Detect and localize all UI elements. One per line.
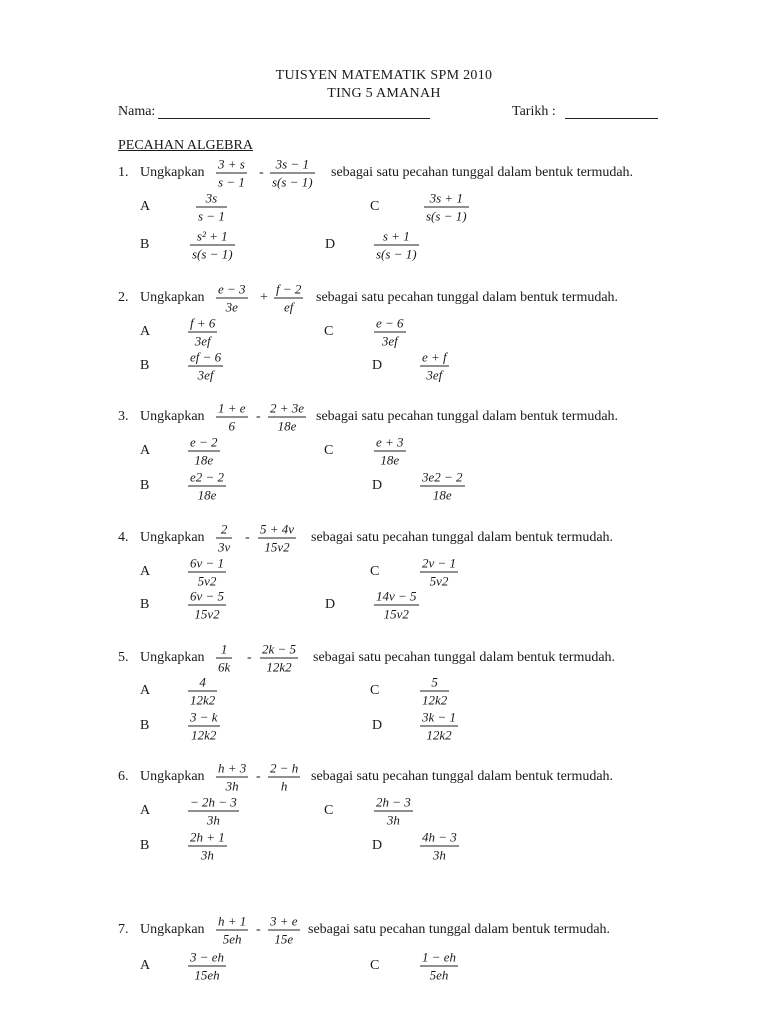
numerator: 2h + 1 xyxy=(190,829,225,845)
denominator: 12k2 xyxy=(266,659,292,675)
numerator: 1 xyxy=(220,641,228,657)
option-a-answer xyxy=(188,556,226,589)
expression-term-2 xyxy=(260,642,298,675)
denominator: 15v2 xyxy=(194,606,220,622)
denominator: 18e xyxy=(197,487,217,503)
numerator: 3s + 1 xyxy=(429,190,463,206)
option-c-label[interactable]: C xyxy=(370,958,380,973)
option-d-answer xyxy=(374,229,419,262)
question-prefix: Ungkapkan xyxy=(140,530,205,545)
option-c-label[interactable]: C xyxy=(370,683,380,698)
option-d-label[interactable]: D xyxy=(372,718,383,733)
denominator: 5eh xyxy=(429,967,449,983)
option-a-label[interactable]: A xyxy=(140,564,151,579)
name-field-line xyxy=(158,104,430,119)
numerator: s² + 1 xyxy=(196,228,228,244)
numerator: 14v − 5 xyxy=(376,588,417,604)
denominator: 5v2 xyxy=(197,573,217,589)
fraction-bar xyxy=(420,726,458,727)
option-b-label[interactable]: B xyxy=(140,718,150,733)
option-d-label[interactable]: D xyxy=(325,597,336,612)
expression-operator: + xyxy=(260,290,268,305)
option-d-answer xyxy=(420,710,458,743)
option-b-label[interactable]: B xyxy=(140,838,150,853)
numerator: e + 3 xyxy=(376,434,404,450)
fraction-bar xyxy=(188,726,220,727)
question-prefix: Ungkapkan xyxy=(140,290,205,305)
numerator: 1 − eh xyxy=(422,949,457,965)
fraction-bar xyxy=(420,691,449,692)
fraction-bar xyxy=(374,451,406,452)
fraction-bar xyxy=(374,605,419,606)
numerator: 4 xyxy=(199,674,206,690)
numerator: 3k − 1 xyxy=(422,709,457,725)
question-suffix: sebagai satu pecahan tunggal dalam bentuk termudah. xyxy=(316,290,619,305)
name-label: Nama: xyxy=(118,104,156,119)
fraction-bar xyxy=(188,846,227,847)
numerator: 2k − 5 xyxy=(262,641,297,657)
numerator: 3 + s xyxy=(218,156,245,172)
expression-term-2 xyxy=(274,282,303,315)
fraction-bar xyxy=(216,417,248,418)
numerator: 4h − 3 xyxy=(422,829,457,845)
fraction-bar xyxy=(420,572,458,573)
option-d-label[interactable]: D xyxy=(372,358,383,373)
denominator: 18e xyxy=(432,487,452,503)
numerator: 2 − h xyxy=(270,760,299,776)
expression-term-1 xyxy=(216,157,247,190)
numerator: 3e2 − 2 xyxy=(422,469,463,485)
option-d-label[interactable]: D xyxy=(372,838,383,853)
fraction-bar xyxy=(188,691,217,692)
numerator: e − 3 xyxy=(218,281,246,297)
denominator: 18e xyxy=(277,418,297,434)
option-b-answer xyxy=(188,470,226,503)
denominator: 3h xyxy=(200,847,214,863)
expression-term-1 xyxy=(216,282,248,315)
denominator: 15v2 xyxy=(383,606,409,622)
option-c-answer xyxy=(420,556,458,589)
question-number: 1. xyxy=(118,165,129,180)
numerator: f − 2 xyxy=(276,281,302,297)
option-a-answer xyxy=(196,191,227,224)
expression-term-1 xyxy=(216,914,248,947)
numerator: e − 6 xyxy=(376,315,404,331)
numerator: 6v − 5 xyxy=(190,588,225,604)
numerator: 3s − 1 xyxy=(275,156,309,172)
fraction-bar xyxy=(188,966,226,967)
numerator: s + 1 xyxy=(382,228,410,244)
option-d-answer xyxy=(420,830,459,863)
fraction-bar xyxy=(420,966,458,967)
expression-term-2 xyxy=(268,401,306,434)
denominator: 12k2 xyxy=(426,727,452,743)
numerator: − 2h − 3 xyxy=(190,794,237,810)
numerator: 2v − 1 xyxy=(422,555,457,571)
fraction-bar xyxy=(188,572,226,573)
numerator: 2 xyxy=(220,521,228,537)
option-c-label[interactable]: C xyxy=(324,803,334,818)
section-title: PECAHAN ALGEBRA xyxy=(118,138,253,153)
question-prefix: Ungkapkan xyxy=(140,769,205,784)
expression-operator: - xyxy=(256,769,261,784)
date-field-line xyxy=(565,104,658,119)
denominator: 3ef xyxy=(381,333,398,349)
denominator: 3ef xyxy=(194,333,211,349)
fraction-bar xyxy=(420,366,449,367)
denominator: 3ef xyxy=(197,367,214,383)
option-d-answer xyxy=(374,589,419,622)
date-label: Tarikh : xyxy=(512,104,556,119)
option-c-answer xyxy=(424,191,469,224)
fraction-bar xyxy=(216,658,232,659)
option-b-label[interactable]: B xyxy=(140,237,150,252)
fraction-bar xyxy=(268,930,300,931)
option-c-label[interactable]: C xyxy=(370,564,380,579)
expression-term-2 xyxy=(270,157,315,190)
denominator: 18e xyxy=(380,452,400,468)
fraction-bar xyxy=(216,538,232,539)
question-prefix: Ungkapkan xyxy=(140,165,205,180)
option-a-label[interactable]: A xyxy=(140,199,151,214)
fraction-bar xyxy=(188,366,223,367)
denominator: ef xyxy=(284,299,294,315)
option-b-answer xyxy=(188,830,227,863)
fraction-bar xyxy=(424,207,469,208)
numerator: e + f xyxy=(422,349,447,365)
option-b-label[interactable]: B xyxy=(140,597,150,612)
expression-term-2 xyxy=(268,914,300,947)
denominator: 12k2 xyxy=(191,727,217,743)
expression-operator: - xyxy=(245,530,250,545)
expression-operator: - xyxy=(259,165,264,180)
question-prefix: Ungkapkan xyxy=(140,409,205,424)
numerator: 3 − k xyxy=(190,709,218,725)
fraction-bar xyxy=(268,777,300,778)
fraction-bar xyxy=(274,298,303,299)
numerator: e2 − 2 xyxy=(190,469,225,485)
numerator: 1 + e xyxy=(218,400,246,416)
denominator: 5eh xyxy=(222,931,242,947)
fraction-bar xyxy=(188,811,239,812)
numerator: ef − 6 xyxy=(190,349,222,365)
denominator: 6 xyxy=(228,418,236,434)
question-number: 7. xyxy=(118,922,129,937)
fraction-bar xyxy=(188,486,226,487)
denominator: 15v2 xyxy=(264,539,290,555)
option-a-label[interactable]: A xyxy=(140,443,151,458)
expression-term-2 xyxy=(258,522,296,555)
option-c-label[interactable]: C xyxy=(370,199,380,214)
question-number: 6. xyxy=(118,769,129,784)
option-c-label[interactable]: C xyxy=(324,324,334,339)
numerator: h + 1 xyxy=(218,913,247,929)
fraction-bar xyxy=(374,811,413,812)
fraction-bar xyxy=(374,245,419,246)
numerator: 2 + 3e xyxy=(270,400,305,416)
denominator: h xyxy=(280,778,288,794)
denominator: 15eh xyxy=(194,967,220,983)
expression-operator: - xyxy=(247,650,252,665)
fraction-bar xyxy=(188,451,220,452)
option-c-answer xyxy=(420,675,449,708)
denominator: 3h xyxy=(386,812,400,828)
denominator: s(s − 1) xyxy=(426,208,467,224)
option-b-answer xyxy=(188,589,226,622)
question-suffix: sebagai satu pecahan tunggal dalam bentuk termudah. xyxy=(331,165,634,180)
question-number: 2. xyxy=(118,290,129,305)
option-a-label[interactable]: A xyxy=(140,324,151,339)
denominator: 3h xyxy=(206,812,220,828)
numerator: h + 3 xyxy=(218,760,247,776)
question-prefix: Ungkapkan xyxy=(140,650,205,665)
worksheet-subtitle: TING 5 AMANAH xyxy=(327,86,441,101)
worksheet-title: TUISYEN MATEMATIK SPM 2010 xyxy=(275,68,493,83)
denominator: s − 1 xyxy=(198,208,225,224)
expression-term-1 xyxy=(216,761,248,794)
option-a-label[interactable]: A xyxy=(140,958,151,973)
denominator: 3h xyxy=(225,778,239,794)
fraction-bar xyxy=(268,417,306,418)
numerator: f + 6 xyxy=(190,315,216,331)
option-a-label[interactable]: A xyxy=(140,803,151,818)
option-a-label[interactable]: A xyxy=(140,683,151,698)
denominator: 6k xyxy=(218,659,231,675)
fraction-bar xyxy=(188,605,226,606)
option-b-answer xyxy=(190,229,235,262)
fraction-bar xyxy=(188,332,217,333)
fraction-bar xyxy=(216,930,248,931)
numerator: 5 + 4v xyxy=(260,521,295,537)
option-c-answer xyxy=(374,795,413,828)
denominator: 3h xyxy=(432,847,446,863)
option-a-answer xyxy=(188,675,217,708)
fraction-bar xyxy=(420,846,459,847)
fraction-bar xyxy=(190,245,235,246)
fraction-bar xyxy=(260,658,298,659)
denominator: s(s − 1) xyxy=(376,246,417,262)
denominator: 15e xyxy=(274,931,294,947)
option-c-answer xyxy=(420,950,458,983)
fraction-bar xyxy=(216,173,247,174)
numerator: 5 xyxy=(431,674,438,690)
question-prefix: Ungkapkan xyxy=(140,922,205,937)
fraction-bar xyxy=(258,538,296,539)
question-suffix: sebagai satu pecahan tunggal dalam bentuk termudah. xyxy=(316,409,619,424)
option-b-answer xyxy=(188,710,220,743)
numerator: e − 2 xyxy=(190,434,218,450)
fraction-bar xyxy=(216,777,248,778)
numerator: 3 + e xyxy=(270,913,298,929)
option-d-label[interactable]: D xyxy=(372,478,383,493)
denominator: 3ef xyxy=(426,367,443,383)
option-a-answer xyxy=(188,950,226,983)
denominator: 12k2 xyxy=(190,692,216,708)
expression-operator: - xyxy=(256,922,261,937)
denominator: 12k2 xyxy=(422,692,448,708)
fraction-bar xyxy=(420,486,465,487)
question-number: 4. xyxy=(118,530,129,545)
option-a-answer xyxy=(188,435,220,468)
fraction-bar xyxy=(216,298,248,299)
option-c-answer xyxy=(374,435,406,468)
option-d-answer xyxy=(420,470,465,503)
expression-term-2 xyxy=(268,761,300,794)
option-b-answer xyxy=(188,350,223,383)
expression-operator: - xyxy=(256,409,261,424)
option-a-answer xyxy=(188,795,239,828)
numerator: 3s xyxy=(205,190,218,206)
option-b-label[interactable]: B xyxy=(140,478,150,493)
question-suffix: sebagai satu pecahan tunggal dalam bentuk termudah. xyxy=(313,650,616,665)
option-c-answer xyxy=(374,316,406,349)
expression-term-1 xyxy=(216,642,232,675)
question-suffix: sebagai satu pecahan tunggal dalam bentuk termudah. xyxy=(308,922,611,937)
numerator: 3 − eh xyxy=(190,949,225,965)
option-d-label[interactable]: D xyxy=(325,237,336,252)
numerator: 6v − 1 xyxy=(190,555,225,571)
numerator: 2h − 3 xyxy=(376,794,411,810)
expression-term-1 xyxy=(216,522,232,555)
denominator: 3v xyxy=(218,539,231,555)
denominator: s − 1 xyxy=(218,174,245,190)
question-number: 3. xyxy=(118,409,129,424)
question-suffix: sebagai satu pecahan tunggal dalam bentuk termudah. xyxy=(311,530,614,545)
option-d-answer xyxy=(420,350,449,383)
fraction-bar xyxy=(374,332,406,333)
denominator: 3e xyxy=(225,299,238,315)
expression-term-1 xyxy=(216,401,248,434)
denominator: 5v2 xyxy=(429,573,449,589)
option-c-label[interactable]: C xyxy=(324,443,334,458)
option-a-answer xyxy=(188,316,217,349)
question-suffix: sebagai satu pecahan tunggal dalam bentuk termudah. xyxy=(311,769,614,784)
denominator: s(s − 1) xyxy=(192,246,233,262)
option-b-label[interactable]: B xyxy=(140,358,150,373)
fraction-bar xyxy=(270,173,315,174)
denominator: s(s − 1) xyxy=(272,174,313,190)
denominator: 18e xyxy=(194,452,214,468)
question-number: 5. xyxy=(118,650,129,665)
fraction-bar xyxy=(196,207,227,208)
